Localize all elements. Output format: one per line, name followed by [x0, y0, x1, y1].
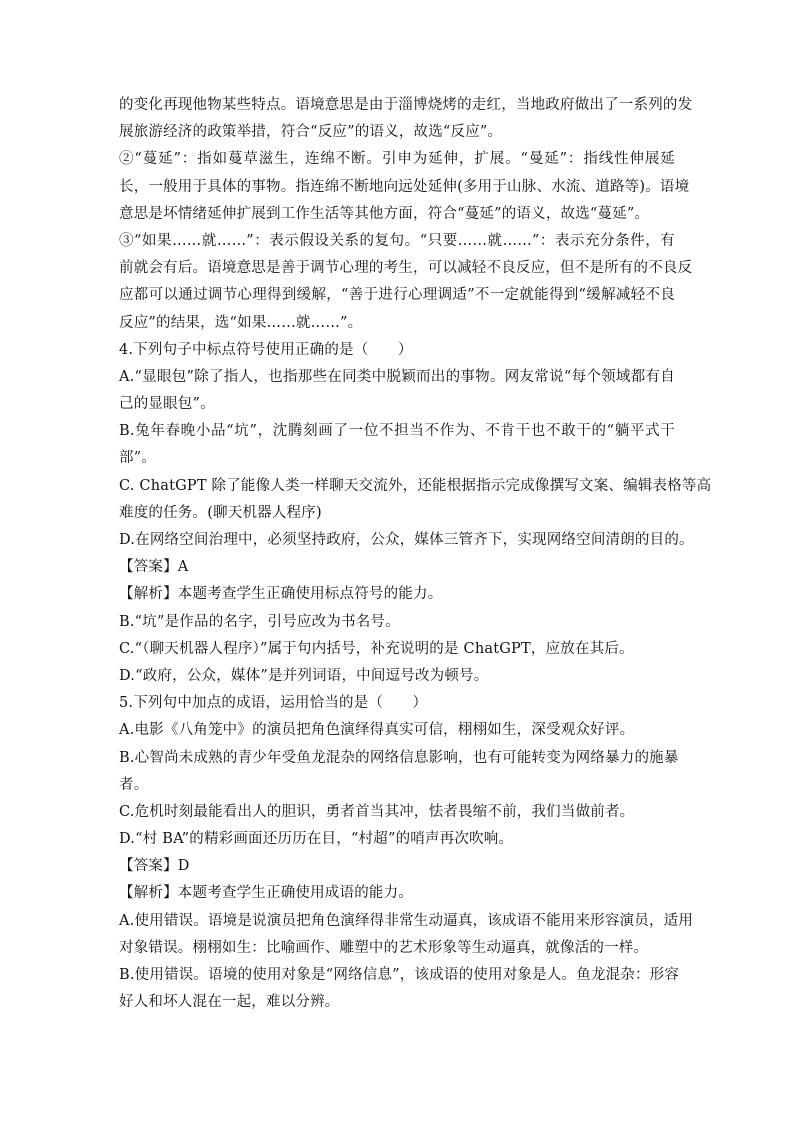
text-line: 长，一般用于具体的事物。指连绵不断地向远处延伸(多用于山脉、水流、道路等)。语境: [119, 178, 690, 195]
text-line: 展旅游经济的政策举措，符合“反应”的语义，故选“反应”。: [119, 124, 503, 141]
text-line: A.使用错误。语境是说演员把角色演绎得非常生动逼真，该成语不能用来形容演员，适用: [119, 912, 694, 929]
option-a: A.“显眼包”除了指人，也指那些在同类中脱颖而出的事物。网友常说“每个领域都有自: [119, 368, 675, 385]
question-5-stem: 5.下列句中加点的成语，运用恰当的是（ ）: [119, 695, 428, 712]
text-line: B.“坑”是作品的名字，引号应改为书名号。: [119, 613, 400, 630]
answer-label: 【答案】A: [119, 559, 189, 576]
text-line: D.“政府，公众，媒体”是并列词语，中间逗号改为顿号。: [119, 667, 489, 684]
text-line: 反应”的结果，选“如果……就……”。: [119, 314, 363, 331]
text-line: 好人和坏人混在一起，难以分辨。: [119, 994, 340, 1011]
option-c: C.危机时刻最能看出人的胆识，勇者首当其冲，怯者畏缩不前，我们当做前者。: [119, 803, 635, 820]
text-line: B.使用错误。语境的使用对象是“网络信息”，该成语的使用对象是人。鱼龙混杂：形容: [119, 967, 680, 983]
text-line: 的变化再现他物某些特点。语境意思是由于淄博烧烤的走红，当地政府做出了一系列的发: [119, 97, 693, 113]
document-body: [119, 92, 712, 1016]
analysis-label: 【解析】本题考查学生正确使用成语的能力。: [119, 885, 413, 902]
text-line: ②“蔓延”：指如蔓草滋生，连绵不断。引申为延伸，扩展。“曼延”：指线性伸展延: [119, 151, 675, 168]
text-line: 己的显眼包”。: [119, 396, 215, 413]
text-line: C.“（聊天机器人程序）”属于句内括号，补充说明的是 ChatGPT，应放在其后。: [119, 640, 634, 657]
option-c: C. ChatGPT 除了能像人类一样聊天交流外，还能根据指示完成像撰写文案、编辑表格等高: [119, 477, 712, 494]
text-line: 应都可以通过调节心理得到缓解，“善于进行心理调适”不一定就能得到“缓解减轻不良: [119, 287, 675, 304]
option-b: B.兔年春晚小品“坑”，沈腾刻画了一位不担当不作为、不肯干也不敢干的“躺平式干: [119, 423, 675, 440]
text-line: 前就会有后。语境意思是善于调节心理的考生，可以减轻不良反应，但不是所有的不良反: [119, 260, 693, 277]
question-4-stem: 4.下列句子中标点符号使用正确的是（ ）: [119, 341, 413, 358]
text-line: 者。: [119, 776, 149, 793]
analysis-label: 【解析】本题考查学生正确使用标点符号的能力。: [119, 586, 443, 603]
option-a: A.电影《八角笼中》的演员把角色演绎得真实可信，栩栩如生，深受观众好评。: [119, 722, 635, 739]
text-line: ③“如果……就……”：表示假设关系的复句。“只要……就……”：表示充分条件，有: [119, 232, 675, 249]
text-line: 难度的任务。(聊天机器人程序): [119, 504, 322, 521]
option-b: B.心智尚未成熟的青少年受鱼龙混杂的网络信息影响，也有可能转变为网络暴力的施暴: [119, 749, 679, 766]
text-line: 部”。: [119, 450, 157, 467]
answer-label: 【答案】D: [119, 858, 190, 875]
text-line: 对象错误。栩栩如生：比喻画作、雕塑中的艺术形象等生动逼真，就像活的一样。: [119, 939, 649, 956]
option-d: D.“村 BA”的精彩画面还历历在目，“村超”的哨声再次吹响。: [119, 831, 514, 848]
text-line: 意思是坏情绪延伸扩展到工作生活等其他方面，符合“蔓延”的语义，故选“蔓延”。: [119, 205, 650, 222]
option-d: D.在网络空间治理中，必须坚持政府，公众，媒体三管齐下，实现网络空间清朗的目的。: [119, 532, 694, 548]
